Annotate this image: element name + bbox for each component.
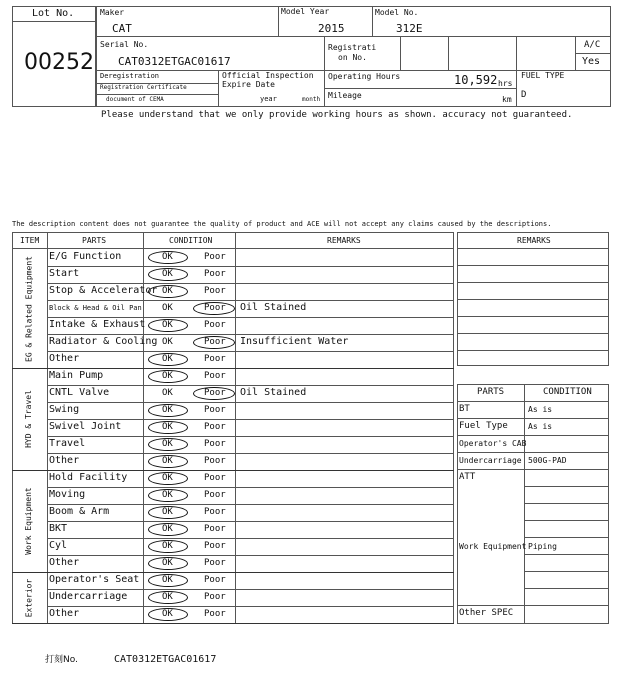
part-label: Start: [49, 268, 80, 279]
part-label: Hold Facility: [49, 472, 128, 483]
model-no-label: Model No.: [375, 8, 419, 17]
ok-selected-circle: [148, 285, 188, 298]
spec-cond-undercarriage: 500G-PAD: [528, 456, 567, 465]
year-label: year: [260, 95, 277, 103]
ok-selected-circle: [148, 523, 188, 536]
registration-label-2: on No.: [338, 53, 367, 62]
condition-ok: OK: [162, 303, 173, 313]
condition-ok: OK: [162, 609, 173, 619]
ac-label: A/C: [584, 40, 601, 50]
condition-poor: Poor: [204, 473, 226, 483]
condition-ok: OK: [162, 524, 173, 534]
part-label: Undercarriage: [49, 591, 128, 602]
fuel-type-value: D: [521, 90, 527, 100]
condition-ok: OK: [162, 592, 173, 602]
part-label: Main Pump: [49, 370, 104, 381]
condition-poor: Poor: [204, 507, 226, 517]
group-label: HYD & Travel: [24, 390, 33, 448]
remark-text: Oil Stained: [240, 387, 307, 398]
serial-value: CAT0312ETGAC01617: [118, 55, 231, 68]
ok-selected-circle: [148, 506, 188, 519]
lot-label: Lot No.: [32, 8, 75, 19]
condition-poor: Poor: [204, 524, 226, 534]
part-label: Other: [49, 353, 80, 364]
row-divider: [47, 436, 454, 437]
row-divider: [47, 538, 454, 539]
ok-selected-circle: [148, 438, 188, 451]
row-divider: [47, 300, 454, 301]
condition-ok: OK: [162, 337, 173, 347]
serial-label: Serial No.: [100, 40, 149, 49]
ok-selected-circle: [148, 251, 188, 264]
hours-notice: Please understand that we only provide working hours as shown. accuracy not guaranteed.: [101, 110, 573, 120]
condition-ok: OK: [162, 541, 173, 551]
spec-part-fuel-type: Fuel Type: [459, 421, 508, 431]
ac-value: Yes: [582, 56, 601, 67]
part-label: Other: [49, 455, 80, 466]
part-label: Travel: [49, 438, 86, 449]
col-item-header: ITEM: [20, 236, 40, 245]
condition-ok: OK: [162, 575, 173, 585]
condition-ok: OK: [162, 371, 173, 381]
row-divider: [47, 521, 454, 522]
ok-selected-circle: [148, 591, 188, 604]
condition-poor: Poor: [204, 439, 226, 449]
condition-poor: Poor: [204, 592, 226, 602]
condition-poor: Poor: [204, 320, 226, 330]
group-label: EG & Related Equipment: [24, 255, 33, 362]
condition-ok: OK: [162, 354, 173, 364]
group-label: Work Equipment: [24, 487, 33, 555]
ok-selected-circle: [148, 540, 188, 553]
spec-part-operator-cab: Operator's CAB: [459, 439, 527, 448]
row-divider: [47, 606, 454, 607]
col-condition-header: CONDITION: [169, 236, 213, 245]
ok-selected-circle: [148, 557, 188, 570]
condition-poor: Poor: [204, 558, 226, 568]
spec-part-work-equipment: Work Equipment: [459, 542, 527, 551]
group-divider: [12, 470, 454, 471]
spec-parts-header: PARTS: [477, 387, 505, 397]
row-divider: [47, 504, 454, 505]
row-divider: [47, 419, 454, 420]
fuel-type-label: FUEL TYPE: [521, 71, 565, 80]
condition-poor: Poor: [204, 609, 226, 619]
row-divider: [47, 385, 454, 386]
km-unit: km: [502, 95, 512, 104]
col-parts-header: PARTS: [82, 236, 107, 245]
disclaimer: The description content does not guarantee the quality of product and ACE will not accept any claims caused by the descriptions.: [12, 220, 552, 228]
part-label: Stop & Accelerator: [49, 285, 158, 296]
group-divider: [12, 623, 454, 624]
group-label: Exterior: [24, 578, 33, 617]
condition-poor: Poor: [204, 371, 226, 381]
part-label: Other: [49, 608, 80, 619]
month-label: month: [302, 96, 321, 103]
part-label: Block & Head & Oil Pan: [49, 304, 142, 312]
model-year-label: Model Year: [281, 7, 330, 16]
poor-selected-circle: [193, 387, 235, 400]
row-divider: [47, 266, 454, 267]
condition-ok: OK: [162, 286, 173, 296]
condition-ok: OK: [162, 473, 173, 483]
condition-ok: OK: [162, 507, 173, 517]
condition-poor: Poor: [204, 337, 226, 347]
spec-cond-bt: As is: [528, 405, 553, 414]
ok-selected-circle: [148, 353, 188, 366]
part-label: Boom & Arm: [49, 506, 110, 517]
ok-selected-circle: [148, 370, 188, 383]
condition-poor: Poor: [204, 575, 226, 585]
part-label: CNTL Valve: [49, 387, 110, 398]
maker-label: Maker: [100, 8, 125, 17]
model-year-value: 2015: [318, 22, 345, 35]
footer-label: 打刻No.: [45, 655, 78, 665]
spec-cond-work-equipment: Piping: [528, 542, 557, 551]
registration-certificate-label: Registration Certificate: [100, 84, 187, 91]
operating-hours-label: Operating Hours: [328, 72, 401, 81]
ok-selected-circle: [148, 421, 188, 434]
ok-selected-circle: [148, 608, 188, 621]
condition-ok: OK: [162, 320, 173, 330]
inspection-label-2: Expire Date: [222, 80, 275, 89]
part-label: Cyl: [49, 540, 68, 551]
part-label: Swivel Joint: [49, 421, 122, 432]
condition-poor: Poor: [204, 422, 226, 432]
spec-part-bt: BT: [459, 404, 470, 414]
mileage-label: Mileage: [328, 91, 362, 100]
part-label: Radiator & Cooling: [49, 336, 158, 347]
poor-selected-circle: [193, 302, 235, 315]
condition-poor: Poor: [204, 269, 226, 279]
condition-poor: Poor: [204, 252, 226, 262]
lot-number: 00252: [24, 50, 94, 75]
ok-selected-circle: [148, 472, 188, 485]
row-divider: [47, 487, 454, 488]
group-divider: [12, 368, 454, 369]
part-label: BKT: [49, 523, 68, 534]
condition-ok: OK: [162, 490, 173, 500]
condition-poor: Poor: [204, 303, 226, 313]
ok-selected-circle: [148, 489, 188, 502]
part-label: Other: [49, 557, 80, 568]
row-divider: [47, 402, 454, 403]
spec-condition-header: CONDITION: [543, 387, 592, 397]
spec-part-undercarriage: Undercarriage: [459, 456, 522, 465]
row-divider: [47, 589, 454, 590]
row-divider: [47, 555, 454, 556]
condition-poor: Poor: [204, 541, 226, 551]
row-divider: [47, 317, 454, 318]
condition-ok: OK: [162, 388, 173, 398]
spec-part-att: ATT: [459, 472, 476, 482]
operating-hours-value: 10,592: [454, 73, 498, 87]
condition-poor: Poor: [204, 286, 226, 296]
ok-selected-circle: [148, 404, 188, 417]
row-divider: [47, 453, 454, 454]
ok-selected-circle: [148, 574, 188, 587]
condition-poor: Poor: [204, 354, 226, 364]
part-label: E/G Function: [49, 251, 122, 262]
ok-selected-circle: [148, 319, 188, 332]
part-label: Moving: [49, 489, 86, 500]
part-label: Intake & Exhaust: [49, 319, 146, 330]
condition-ok: OK: [162, 439, 173, 449]
row-divider: [47, 334, 454, 335]
condition-ok: OK: [162, 558, 173, 568]
spec-part-other-spec: Other SPEC: [459, 608, 514, 618]
cema-label: document of CEMA: [106, 96, 164, 103]
condition-ok: OK: [162, 269, 173, 279]
remark-text: Insufficient Water: [240, 336, 349, 347]
ok-selected-circle: [148, 455, 188, 468]
spec-cond-fuel-type: As is: [528, 422, 553, 431]
hours-unit: hrs: [498, 79, 513, 88]
condition-poor: Poor: [204, 490, 226, 500]
condition-ok: OK: [162, 422, 173, 432]
condition-ok: OK: [162, 405, 173, 415]
condition-poor: Poor: [204, 405, 226, 415]
part-label: Swing: [49, 404, 80, 415]
ok-selected-circle: [148, 268, 188, 281]
registration-label-1: Registrati: [328, 43, 377, 52]
poor-selected-circle: [193, 336, 235, 349]
inspection-label-1: Official Inspection: [222, 71, 314, 80]
row-divider: [47, 283, 454, 284]
condition-poor: Poor: [204, 456, 226, 466]
model-no-value: 312E: [396, 22, 423, 35]
part-label: Operator's Seat: [49, 574, 140, 585]
remark-text: Oil Stained: [240, 302, 307, 313]
col-remarks-header: REMARKS: [327, 236, 361, 245]
right-remarks-title: REMARKS: [517, 236, 551, 245]
row-divider: [47, 351, 454, 352]
group-divider: [12, 572, 454, 573]
footer-serial: CAT0312ETGAC01617: [114, 654, 217, 665]
deregistration-label: Deregistration: [100, 72, 160, 80]
maker-value: CAT: [112, 22, 132, 35]
condition-ok: OK: [162, 252, 173, 262]
condition-ok: OK: [162, 456, 173, 466]
condition-poor: Poor: [204, 388, 226, 398]
